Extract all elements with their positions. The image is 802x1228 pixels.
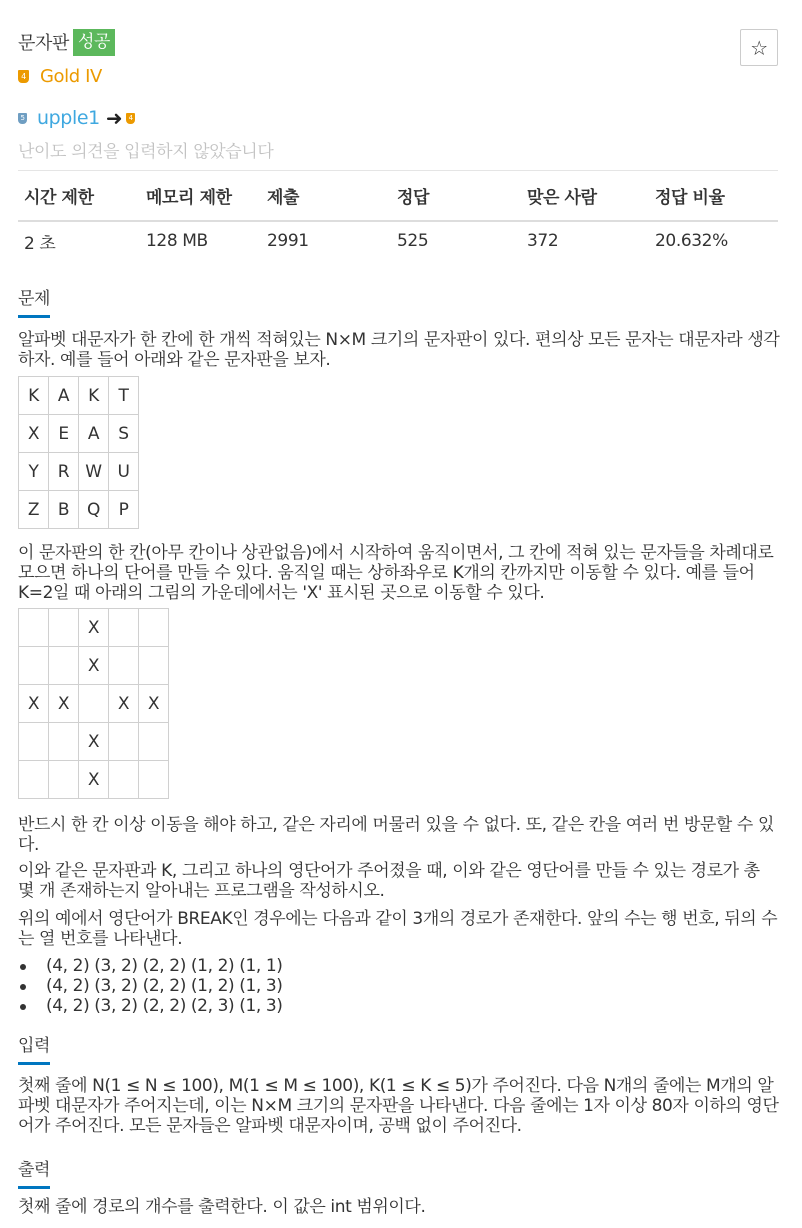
board-cell: B: [49, 491, 79, 529]
stats-header-ratio: 정답 비율: [649, 171, 778, 221]
board-row: [19, 415, 139, 453]
list-item: (4, 2) (3, 2) (2, 2) (1, 2) (1, 3): [18, 976, 283, 996]
move-cell: X: [109, 685, 139, 723]
board-cell: W: [79, 453, 109, 491]
move-cell: [139, 761, 169, 799]
move-cell: [49, 761, 79, 799]
silver-tier-icon: 5: [18, 113, 27, 124]
problem-stats-table: [18, 170, 778, 261]
move-cell: [19, 761, 49, 799]
problem-title: 문자판: [18, 33, 69, 54]
move-cell: [139, 647, 169, 685]
section-title-output: 출력: [18, 1155, 50, 1189]
move-row: [19, 723, 169, 761]
move-cell: [49, 609, 79, 647]
board-cell: K: [19, 377, 49, 415]
move-cell: [49, 647, 79, 685]
example-board-table: [18, 376, 139, 529]
board-cell: Z: [19, 491, 49, 529]
tier-contribution-row: [18, 104, 145, 132]
move-range-table: [18, 608, 169, 799]
problem-title-row: [18, 28, 115, 56]
difficulty-opinion-text: 난이도 의견을 입력하지 않았습니다: [18, 142, 274, 162]
board-cell: E: [49, 415, 79, 453]
contributor-link[interactable]: upple1: [37, 107, 100, 129]
move-cell: X: [79, 647, 109, 685]
board-cell: Q: [79, 491, 109, 529]
stats-header-accepted: 정답: [391, 171, 521, 221]
problem-paragraph-1: 알파벳 대문자가 한 칸에 한 개씩 적혀있는 N×M 크기의 문자판이 있다. 편의상 모든 문자는 대문자라 생각하자. 예를 들어 아래와 같은 문자판을 보자.: [18, 330, 780, 370]
move-cell: X: [19, 685, 49, 723]
move-row: [19, 761, 169, 799]
stats-ratio-value: 20.632%: [655, 231, 728, 251]
section-title-problem: 문제: [18, 284, 50, 318]
move-cell: [109, 761, 139, 799]
move-row: [19, 609, 169, 647]
gold-tier-icon-small: 4: [126, 113, 135, 124]
move-cell: X: [79, 761, 109, 799]
board-cell: P: [109, 491, 139, 529]
example-path-list: [18, 956, 283, 1016]
stats-header-solvers: 맞은 사람: [521, 171, 649, 221]
move-cell: X: [49, 685, 79, 723]
move-cell: [19, 609, 49, 647]
stats-accepted-value: 525: [397, 231, 429, 251]
board-cell: A: [79, 415, 109, 453]
move-row: [19, 685, 169, 723]
board-cell: A: [49, 377, 79, 415]
move-cell: [109, 647, 139, 685]
move-cell: [19, 723, 49, 761]
move-cell: [49, 723, 79, 761]
stats-memory-value: 128 MB: [146, 231, 208, 251]
arrow-right-icon: ➜: [105, 106, 123, 130]
board-cell: Y: [19, 453, 49, 491]
result-badge: 성공: [73, 29, 115, 56]
stats-solvers-value: 372: [527, 231, 559, 251]
stats-header-row: [18, 171, 778, 221]
move-cell: [79, 685, 109, 723]
board-cell: U: [109, 453, 139, 491]
tier-row: [18, 63, 102, 89]
stats-time-value: 2 초: [24, 233, 56, 254]
tier-label: Gold IV: [40, 65, 102, 87]
star-icon[interactable]: ☆: [740, 29, 778, 66]
section-title-input: 입력: [18, 1031, 50, 1065]
board-cell: S: [109, 415, 139, 453]
input-description: 첫째 줄에 N(1 ≤ N ≤ 100), M(1 ≤ M ≤ 100), K(1 ≤ K ≤ 5)가 주어진다. 다음 N개의 줄에는 M개의 알파벳 대문자가 주어지는데, 이는 N×M 크기의 문자판을 나타낸다. 다음 줄에는 1자 이상 80자 이하의 영단어가 주어진다. 모든 문자들은 알파벳 대문자이며, 공백 없이 주어진다.: [18, 1076, 779, 1136]
stats-header-submit: 제출: [261, 171, 391, 221]
stats-header-memory: 메모리 제한: [140, 171, 261, 221]
move-cell: [109, 609, 139, 647]
board-row: [19, 453, 139, 491]
board-row: [19, 377, 139, 415]
move-cell: [19, 647, 49, 685]
move-cell: [139, 723, 169, 761]
problem-paragraph-5: 위의 예에서 영단어가 BREAK인 경우에는 다음과 같이 3개의 경로가 존재한다. 앞의 수는 행 번호, 뒤의 수는 열 번호를 나타낸다.: [18, 909, 778, 949]
board-cell: K: [79, 377, 109, 415]
list-item: (4, 2) (3, 2) (2, 2) (2, 3) (1, 3): [18, 996, 283, 1016]
stats-header-time: 시간 제한: [18, 171, 140, 221]
move-cell: [139, 609, 169, 647]
problem-paragraph-3: 반드시 한 칸 이상 이동을 해야 하고, 같은 자리에 머물러 있을 수 없다. 또, 같은 칸을 여러 번 방문할 수 있다.: [18, 815, 774, 855]
stats-value-row: [18, 221, 778, 261]
gold-tier-icon: 4: [18, 70, 29, 83]
move-cell: X: [79, 609, 109, 647]
output-description: 첫째 줄에 경로의 개수를 출력한다. 이 값은 int 범위이다.: [18, 1197, 426, 1217]
move-cell: X: [139, 685, 169, 723]
list-item: (4, 2) (3, 2) (2, 2) (1, 2) (1, 1): [18, 956, 283, 976]
move-cell: X: [79, 723, 109, 761]
move-row: [19, 647, 169, 685]
problem-paragraph-2: 이 문자판의 한 칸(아무 칸이나 상관없음)에서 시작하여 움직이면서, 그 칸에 적혀 있는 문자들을 차례대로 모으면 하나의 단어를 만들 수 있다. 움직일 때는 상하좌우로 K개의 칸까지만 이동할 수 있다. 예를 들어 K=2일 때 아래의 그림의 가운데에서는 'X' 표시된 곳으로 이동할 수 있다.: [18, 543, 774, 603]
problem-paragraph-4: 이와 같은 문자판과 K, 그리고 하나의 영단어가 주어졌을 때, 이와 같은 영단어를 만들 수 있는 경로가 총 몇 개 존재하는지 알아내는 프로그램을 작성하시오.: [18, 861, 760, 901]
board-cell: X: [19, 415, 49, 453]
board-cell: R: [49, 453, 79, 491]
move-cell: [109, 723, 139, 761]
board-row: [19, 491, 139, 529]
board-cell: T: [109, 377, 139, 415]
stats-submit-value: 2991: [267, 231, 309, 251]
